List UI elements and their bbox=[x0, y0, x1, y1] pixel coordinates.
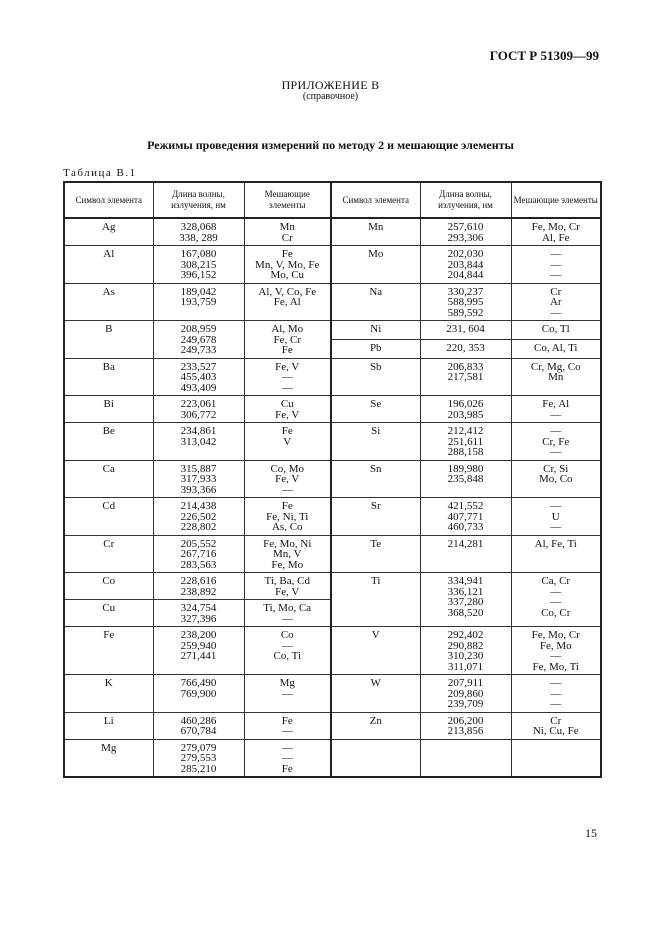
cell-symbol: Zn bbox=[331, 712, 420, 739]
cell-symbol: Be bbox=[64, 423, 153, 461]
wavelength-value: 328,068 bbox=[180, 221, 217, 233]
cell-interfering bbox=[511, 246, 601, 284]
wavelength-value: 769,900 bbox=[180, 687, 217, 700]
wavelength-value: 234,861 bbox=[180, 425, 217, 437]
interfering-value: Mn, V bbox=[272, 548, 302, 560]
interfering-value: Fe bbox=[281, 344, 293, 356]
table-row bbox=[64, 739, 601, 777]
wavelength-value: 233,527 bbox=[180, 360, 217, 373]
interfering-value: Mn bbox=[548, 371, 564, 383]
wavelength-value: 766,490 bbox=[180, 677, 217, 689]
table-row bbox=[64, 627, 601, 675]
wavelength-value: 223,061 bbox=[180, 398, 217, 410]
wavelength-value: 313,042 bbox=[180, 435, 217, 448]
cell-wavelength bbox=[420, 246, 511, 284]
cell-interfering bbox=[244, 712, 331, 739]
wavelength-value: 213,856 bbox=[447, 725, 484, 737]
cell-symbol: Si bbox=[331, 423, 420, 461]
cell-symbol: Ti bbox=[331, 573, 420, 627]
interfering-value: As, Co bbox=[271, 521, 303, 533]
cell-symbol: Ba bbox=[64, 358, 153, 396]
interfering-value: Fe bbox=[281, 762, 293, 775]
cell-symbol: Cu bbox=[64, 600, 153, 627]
interfering-value: — bbox=[550, 269, 562, 281]
interfering-value: Fe, Mo, Cr bbox=[531, 221, 580, 233]
cell-interfering bbox=[511, 339, 601, 358]
interfering-value: Fe, Mo, Cr bbox=[531, 629, 580, 641]
interfering-value: Ti, Ba, Cd bbox=[264, 575, 310, 587]
cell-wavelength bbox=[420, 739, 511, 777]
table-row bbox=[64, 283, 601, 321]
cell-wavelength bbox=[420, 283, 511, 321]
interfering-value: Co bbox=[280, 629, 294, 641]
wavelength-value: 315,887 bbox=[180, 462, 217, 475]
interfering-value: — bbox=[550, 306, 562, 319]
wavelength-value: 214,281 bbox=[447, 537, 484, 550]
interfering-value: — bbox=[550, 248, 562, 260]
cell-wavelength bbox=[420, 396, 511, 423]
interfering-value: Cr bbox=[550, 285, 562, 298]
cell-wavelength bbox=[420, 218, 511, 246]
cell-wavelength bbox=[153, 396, 244, 423]
table-row bbox=[64, 712, 601, 739]
interfering-value: Fe, V bbox=[275, 585, 300, 598]
interfering-value: Ti, Mo, Ca bbox=[263, 602, 312, 614]
interfering-value: Cr, Fe bbox=[542, 435, 570, 448]
wavelength-value: 202,030 bbox=[447, 248, 484, 260]
interfering-value: Ni, Cu, Fe bbox=[532, 725, 579, 737]
wavelength-value: 588,995 bbox=[447, 296, 484, 308]
interfering-value: — bbox=[550, 500, 562, 512]
cell-interfering bbox=[511, 573, 601, 627]
interfering-value: — bbox=[550, 698, 562, 710]
cell-interfering bbox=[244, 675, 331, 713]
cell-symbol: Na bbox=[331, 283, 420, 321]
cell-interfering bbox=[244, 498, 331, 536]
cell-wavelength bbox=[153, 218, 244, 246]
wavelength-value: 288,158 bbox=[447, 446, 484, 458]
wavelength-value: 259,940 bbox=[180, 639, 217, 652]
interfering-value: — bbox=[281, 725, 293, 737]
wavelength-value: 238,892 bbox=[180, 585, 217, 598]
interfering-value: Cr bbox=[281, 231, 293, 244]
interfering-value: Ar bbox=[549, 296, 562, 308]
cell-interfering bbox=[244, 627, 331, 675]
wavelength-value: 209,860 bbox=[447, 687, 484, 700]
wavelength-value: 189,980 bbox=[447, 462, 484, 475]
wavelength-value: 337,280 bbox=[447, 596, 484, 608]
wavelength-value: 208,959 bbox=[180, 323, 217, 335]
header-symbol: Символ элемента bbox=[331, 182, 420, 218]
wavelength-value: 228,616 bbox=[180, 575, 217, 587]
wavelength-value: 214,438 bbox=[180, 500, 217, 512]
wavelength-value: 231, 604 bbox=[446, 323, 485, 335]
cell-interfering bbox=[511, 396, 601, 423]
page-number: 15 bbox=[585, 826, 597, 840]
wavelength-value: 205,552 bbox=[180, 537, 217, 550]
cell-symbol: Sb bbox=[331, 358, 420, 396]
table-row bbox=[64, 321, 601, 340]
table-header-row bbox=[64, 182, 601, 218]
wavelength-value: 368,520 bbox=[447, 606, 484, 619]
cell-wavelength bbox=[153, 423, 244, 461]
wavelength-value: 293,306 bbox=[447, 231, 484, 244]
cell-interfering bbox=[511, 218, 601, 246]
interfering-value: Co, Al, Ti bbox=[534, 341, 578, 354]
table-row bbox=[64, 423, 601, 461]
interfering-value: Al, Fe, Ti bbox=[534, 537, 577, 550]
cell-wavelength bbox=[420, 358, 511, 396]
cell-wavelength bbox=[153, 627, 244, 675]
interfering-value: — bbox=[550, 650, 562, 662]
interfering-value: — bbox=[281, 483, 293, 496]
cell-interfering bbox=[511, 460, 601, 498]
interfering-value: — bbox=[550, 258, 562, 271]
cell-interfering bbox=[511, 358, 601, 396]
cell-symbol: Al bbox=[64, 246, 153, 284]
interfering-value: Fe, Cr bbox=[273, 333, 301, 346]
wavelength-value: 306,772 bbox=[180, 408, 217, 421]
wavelength-value: 396,152 bbox=[180, 269, 217, 281]
interfering-value: Mg bbox=[279, 677, 295, 689]
cell-interfering bbox=[244, 246, 331, 284]
table-row bbox=[64, 358, 601, 396]
wavelength-value: 285,210 bbox=[180, 762, 217, 775]
interfering-value: V bbox=[283, 435, 292, 448]
wavelength-value: 220, 353 bbox=[446, 341, 485, 354]
interfering-value: Fe bbox=[281, 714, 293, 727]
cell-interfering bbox=[511, 712, 601, 739]
interfering-value: — bbox=[550, 408, 562, 421]
cell-symbol: V bbox=[331, 627, 420, 675]
cell-symbol: Ni bbox=[331, 321, 420, 340]
wavelength-value: 257,610 bbox=[447, 221, 484, 233]
table-row bbox=[64, 218, 601, 246]
interfering-value: — bbox=[550, 677, 562, 689]
interfering-value: Fe, Ni, Ti bbox=[266, 510, 309, 523]
cell-symbol: Bi bbox=[64, 396, 153, 423]
wavelength-value: 407,771 bbox=[447, 510, 484, 523]
interfering-value: — bbox=[550, 521, 562, 533]
cell-interfering bbox=[511, 739, 601, 777]
wavelength-value: 589,592 bbox=[447, 306, 484, 319]
wavelength-value: 460,286 bbox=[180, 714, 217, 727]
cell-interfering bbox=[511, 283, 601, 321]
cell-wavelength bbox=[153, 600, 244, 627]
wavelength-value: 393,366 bbox=[180, 483, 217, 496]
cell-wavelength bbox=[153, 573, 244, 600]
interfering-value: Co, Ti bbox=[273, 650, 302, 662]
cell-wavelength bbox=[420, 627, 511, 675]
appendix-title: ПРИЛОЖЕНИЕ В bbox=[281, 78, 380, 92]
wavelength-value: 455,403 bbox=[180, 371, 217, 383]
header-wavelength: Длина волны, излучения, нм bbox=[420, 182, 511, 218]
interfering-value: Co, Cr bbox=[541, 606, 571, 619]
wavelength-value: 460,733 bbox=[447, 521, 484, 533]
interfering-value: U bbox=[551, 510, 560, 523]
element-table bbox=[63, 181, 602, 778]
cell-interfering bbox=[511, 535, 601, 573]
cell-wavelength bbox=[420, 339, 511, 358]
header-wavelength: Длина волны, излучения, нм bbox=[153, 182, 244, 218]
wavelength-value: 239,709 bbox=[447, 698, 484, 710]
wavelength-value: 206,200 bbox=[447, 714, 484, 727]
interfering-value: Cr bbox=[550, 714, 562, 727]
interfering-value: — bbox=[550, 687, 562, 700]
interfering-value: Ca, Cr bbox=[541, 575, 571, 587]
interfering-value: — bbox=[281, 687, 293, 700]
interfering-value: Fe bbox=[281, 248, 293, 260]
wavelength-value: 324,754 bbox=[180, 602, 217, 614]
interfering-value: Fe bbox=[281, 500, 293, 512]
wavelength-value: 204,844 bbox=[447, 269, 484, 281]
cell-symbol: Mo bbox=[331, 246, 420, 284]
cell-interfering bbox=[511, 627, 601, 675]
table-row bbox=[64, 675, 601, 713]
cell-wavelength bbox=[153, 739, 244, 777]
cell-interfering bbox=[244, 535, 331, 573]
wavelength-value: 193,759 bbox=[180, 296, 217, 308]
interfering-value: Cr, Si bbox=[543, 462, 569, 475]
interfering-value: Fe, Al bbox=[542, 398, 570, 410]
cell-symbol: B bbox=[64, 321, 153, 359]
cell-wavelength bbox=[420, 423, 511, 461]
cell-symbol: Ca bbox=[64, 460, 153, 498]
wavelength-value: 251,611 bbox=[447, 435, 484, 448]
interfering-value: Fe, Mo bbox=[539, 639, 572, 652]
cell-wavelength bbox=[420, 460, 511, 498]
interfering-value: Fe, V bbox=[275, 473, 300, 485]
wavelength-value: 235,848 bbox=[447, 473, 484, 485]
wavelength-value: 317,933 bbox=[180, 473, 217, 485]
cell-wavelength bbox=[420, 573, 511, 627]
cell-interfering bbox=[511, 498, 601, 536]
wavelength-value: 212,412 bbox=[447, 425, 484, 437]
wavelength-value: 308,215 bbox=[180, 258, 217, 271]
cell-wavelength bbox=[420, 321, 511, 340]
cell-symbol: Cr bbox=[64, 535, 153, 573]
cell-symbol: Te bbox=[331, 535, 420, 573]
document-id: ГОСТ Р 51309—99 bbox=[489, 48, 599, 63]
interfering-value: — bbox=[550, 446, 562, 458]
cell-interfering bbox=[511, 423, 601, 461]
section-heading: Режимы проведения измерений по методу 2 и мешающие элементы bbox=[147, 138, 514, 152]
cell-interfering bbox=[511, 675, 601, 713]
cell-wavelength bbox=[153, 460, 244, 498]
cell-symbol: Mn bbox=[331, 218, 420, 246]
interfering-value: Al, V, Co, Fe bbox=[258, 285, 317, 298]
wavelength-value: 271,441 bbox=[180, 650, 217, 662]
wavelength-value: 196,026 bbox=[447, 398, 484, 410]
interfering-value: Mo, Cu bbox=[270, 269, 305, 281]
interfering-value: — bbox=[281, 381, 293, 394]
cell-symbol: Pb bbox=[331, 339, 420, 358]
wavelength-value: 292,402 bbox=[447, 629, 484, 641]
cell-wavelength bbox=[420, 712, 511, 739]
cell-symbol: Ag bbox=[64, 218, 153, 246]
wavelength-value: 670,784 bbox=[180, 725, 217, 737]
table-row bbox=[64, 535, 601, 573]
interfering-value: Co, Mo bbox=[270, 462, 305, 475]
wavelength-value: 327,396 bbox=[180, 612, 217, 625]
table-row bbox=[64, 573, 601, 600]
cell-wavelength bbox=[153, 283, 244, 321]
cell-wavelength bbox=[420, 675, 511, 713]
wavelength-value: 207,911 bbox=[447, 677, 484, 689]
interfering-value: Mn, V, Mo, Fe bbox=[255, 258, 320, 271]
cell-interfering bbox=[244, 218, 331, 246]
wavelength-value: 290,882 bbox=[447, 639, 484, 652]
cell-symbol: Cd bbox=[64, 498, 153, 536]
wavelength-value: 249,733 bbox=[180, 344, 217, 356]
wavelength-value: 203,844 bbox=[447, 258, 484, 271]
header-interfering: Мешающие элементы bbox=[511, 182, 601, 218]
appendix-subtitle: (справочное) bbox=[302, 91, 359, 102]
wavelength-value: 228,802 bbox=[180, 521, 217, 533]
wavelength-value: 311,071 bbox=[447, 660, 484, 673]
cell-wavelength bbox=[153, 358, 244, 396]
wavelength-value: 310,230 bbox=[447, 650, 484, 662]
wavelength-value: 279,553 bbox=[180, 752, 217, 764]
interfering-value: Al, Mo bbox=[271, 323, 304, 335]
interfering-value: — bbox=[281, 741, 293, 754]
wavelength-value: 189,042 bbox=[180, 285, 217, 298]
wavelength-value: 249,678 bbox=[180, 333, 217, 346]
interfering-value: — bbox=[281, 371, 293, 383]
cell-wavelength bbox=[153, 246, 244, 284]
cell-symbol: Sr bbox=[331, 498, 420, 536]
wavelength-value: 493,409 bbox=[180, 381, 217, 394]
interfering-value: Fe, V bbox=[275, 360, 300, 373]
cell-symbol: As bbox=[64, 283, 153, 321]
interfering-value: Fe, Mo, Ni bbox=[263, 537, 312, 550]
cell-symbol: K bbox=[64, 675, 153, 713]
cell-wavelength bbox=[153, 535, 244, 573]
interfering-value: — bbox=[281, 752, 293, 764]
interfering-value: Fe, V bbox=[275, 408, 300, 421]
cell-symbol: W bbox=[331, 675, 420, 713]
wavelength-value: 267,716 bbox=[180, 548, 217, 560]
table-row bbox=[64, 498, 601, 536]
cell-interfering bbox=[244, 460, 331, 498]
interfering-value: Mn bbox=[279, 221, 295, 233]
wavelength-value: 279,079 bbox=[180, 741, 217, 754]
interfering-value: Fe, Al bbox=[273, 296, 301, 308]
wavelength-value: 283,563 bbox=[180, 558, 217, 571]
interfering-value: Mo, Co bbox=[538, 473, 573, 485]
cell-interfering bbox=[244, 739, 331, 777]
cell-symbol: Mg bbox=[64, 739, 153, 777]
wavelength-value: 206,833 bbox=[447, 360, 484, 373]
wavelength-value: 226,502 bbox=[180, 510, 217, 523]
interfering-value: Cu bbox=[280, 398, 294, 410]
cell-symbol bbox=[331, 739, 420, 777]
cell-interfering bbox=[244, 321, 331, 359]
cell-symbol: Li bbox=[64, 712, 153, 739]
wavelength-value: 421,552 bbox=[447, 500, 484, 512]
cell-symbol: Sn bbox=[331, 460, 420, 498]
cell-symbol: Se bbox=[331, 396, 420, 423]
interfering-value: — bbox=[550, 596, 562, 608]
cell-interfering bbox=[244, 396, 331, 423]
wavelength-value: 330,237 bbox=[447, 285, 484, 298]
interfering-value: Fe, Mo, Ti bbox=[532, 660, 579, 673]
interfering-value: Fe, Mo bbox=[271, 558, 304, 571]
interfering-value: Al, Fe bbox=[542, 231, 570, 244]
header-interfering: Мешающие элементы bbox=[244, 182, 331, 218]
cell-wavelength bbox=[420, 535, 511, 573]
table-row bbox=[64, 396, 601, 423]
header-symbol: Символ элемента bbox=[64, 182, 153, 218]
wavelength-value: 336,121 bbox=[447, 585, 484, 598]
interfering-value: Co, Tl bbox=[541, 323, 570, 335]
interfering-value: — bbox=[550, 425, 562, 437]
interfering-value: — bbox=[550, 585, 562, 598]
cell-interfering bbox=[244, 358, 331, 396]
cell-wavelength bbox=[420, 498, 511, 536]
cell-wavelength bbox=[153, 498, 244, 536]
cell-wavelength bbox=[153, 712, 244, 739]
wavelength-value: 203,985 bbox=[447, 408, 484, 421]
cell-interfering bbox=[244, 283, 331, 321]
cell-interfering bbox=[244, 573, 331, 600]
wavelength-value: 167,080 bbox=[180, 248, 217, 260]
interfering-value: — bbox=[281, 612, 293, 625]
cell-wavelength bbox=[153, 675, 244, 713]
table-row bbox=[64, 246, 601, 284]
cell-symbol: Co bbox=[64, 573, 153, 600]
table-row bbox=[64, 460, 601, 498]
cell-interfering bbox=[511, 321, 601, 340]
interfering-value: — bbox=[281, 639, 293, 652]
wavelength-value: 334,941 bbox=[447, 575, 484, 587]
wavelength-value: 238,200 bbox=[180, 629, 217, 641]
wavelength-value: 217,581 bbox=[447, 371, 484, 383]
interfering-value: Fe bbox=[281, 425, 293, 437]
cell-wavelength bbox=[153, 321, 244, 359]
cell-interfering bbox=[244, 600, 331, 627]
cell-interfering bbox=[244, 423, 331, 461]
cell-symbol: Fe bbox=[64, 627, 153, 675]
interfering-value: Cr, Mg, Co bbox=[530, 360, 581, 373]
table-caption: Таблица В.1 bbox=[63, 167, 137, 179]
wavelength-value: 338, 289 bbox=[179, 231, 218, 244]
